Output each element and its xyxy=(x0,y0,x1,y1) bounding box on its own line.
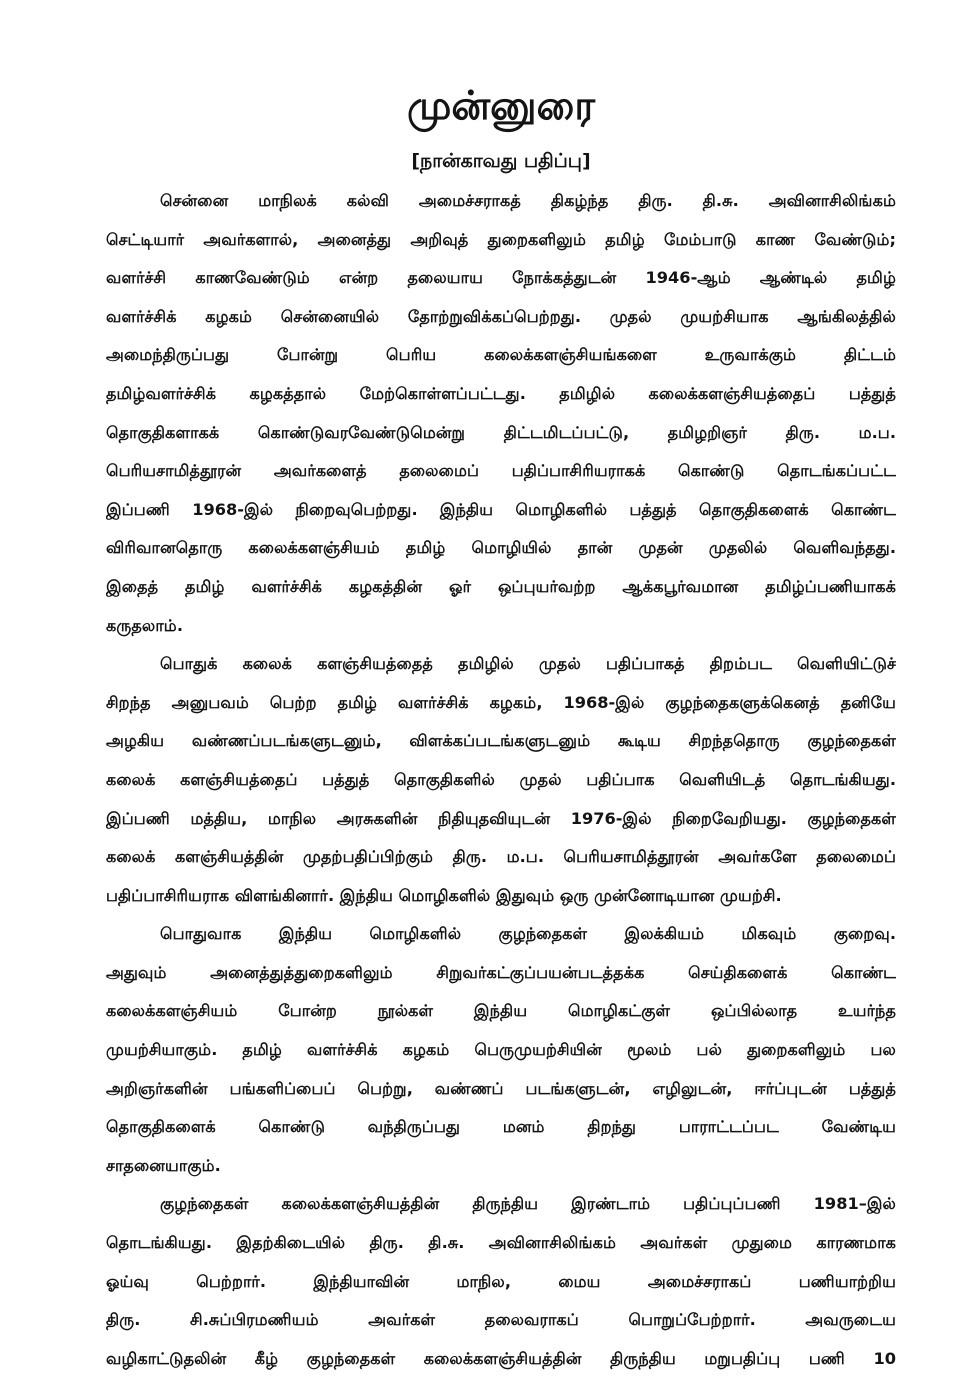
paragraph-line: கலைக்களஞ்சியம் போன்ற நூல்கள் இந்திய மொழிகட்குள் ஒப்பில்லாத உயர்ந்த xyxy=(106,1001,896,1021)
paragraph-line: அறிஞர்களின் பங்களிப்பைப் பெற்று, வண்ணப் படங்களுடன், எழிலுடன், ஈர்ப்புடன் பத்துத் xyxy=(106,1078,896,1098)
paragraph-line: சென்னை மாநிலக் கல்வி அமைச்சராகத் திகழ்ந்த திரு. தி.சு. அவினாசிலிங்கம் xyxy=(160,191,896,210)
paragraph-line: இப்பணி 1968-இல் நிறைவுபெற்றது. இந்திய மொழிகளில் பத்துத் தொகுதிகளைக் கொண்ட xyxy=(106,499,896,519)
paragraph-line: செட்டியார் அவர்களால், அனைத்து அறிவுத் துறைகளிலும் தமிழ் மேம்பாடு காண வேண்டும்; xyxy=(106,229,896,249)
paragraph-line: குழந்தைகள் கலைக்களஞ்சியத்தின் திருந்திய இரண்டாம் பதிப்புப்பணி 1981–இல் xyxy=(160,1194,896,1214)
paragraph-line: திரு. சி.சுப்பிரமணியம் அவர்கள் தலைவராகப் பொறுப்பேற்றார். அவருடைய xyxy=(106,1310,896,1330)
paragraph-line: வளர்ச்சி காணவேண்டும் என்ற தலையாய நோக்கத்துடன் 1946-ஆம் ஆண்டில் தமிழ் xyxy=(106,268,896,288)
paragraph-line: தொடங்கியது. இதற்கிடையில் திரு. தி.சு. அவினாசிலிங்கம் அவர்கள் முதுமை காரணமாக xyxy=(106,1233,896,1253)
paragraph-line: இப்பணி மத்திய, மாநில அரசுகளின் நிதியுதவியுடன் 1976-இல் நிறைவேறியது. குழந்தைகள் xyxy=(106,808,896,828)
paragraph xyxy=(106,915,896,1185)
paragraph-line: அதுவும் அனைத்துத்துறைகளிலும் சிறுவர்கட்குப்பயன்படத்தக்க செய்திகளைக் கொண்ட xyxy=(106,962,896,982)
body-text xyxy=(106,182,896,1378)
paragraph-line: கலைக் களஞ்சியத்தைப் பத்துத் தொகுதிகளில் முதல் பதிப்பாக வெளியிடத் தொடங்கியது. xyxy=(106,769,896,789)
paragraph-line: பொதுக் கலைக் களஞ்சியத்தைத் தமிழில் முதல் பதிப்பாகத் திறம்பட வெளியிட்டுச் xyxy=(160,654,896,674)
paragraph-line: தொகுதிகளாகக் கொண்டுவரவேண்டுமென்று திட்டமிடப்பட்டு, தமிழறிஞர் திரு. ம.ப. xyxy=(106,422,896,442)
paragraph-line: தொகுதிகளைக் கொண்டு வந்திருப்பது மனம் திறந்து பாராட்டப்பட வேண்டிய xyxy=(106,1117,896,1137)
paragraph-line: சாதனையாகும். xyxy=(106,1155,221,1175)
paragraph-line: அமைந்திருப்பது போன்று பெரிய கலைக்களஞ்சியங்களை உருவாக்கும் திட்டம் xyxy=(106,345,896,365)
paragraph-line: விரிவானதொரு கலைக்களஞ்சியம் தமிழ் மொழியில் தான் முதன் முதலில் வெளிவந்தது. xyxy=(106,538,896,558)
paragraph-line: பெரியசாமித்தூரன் அவர்களைத் தலைமைப் பதிப்பாசிரியராகக் கொண்டு தொடங்கப்பட்ட xyxy=(106,461,896,481)
paragraph-line: இதைத் தமிழ் வளர்ச்சிக் கழகத்தின் ஓர் ஒப்புயர்வற்ற ஆக்கபூர்வமான தமிழ்ப்பணியாகக் xyxy=(106,576,896,596)
paragraph-line: அழகிய வண்ணப்படங்களுடனும், விளக்கப்படங்களுடனும் கூடிய சிறந்ததொரு குழந்தைகள் xyxy=(106,731,896,751)
paragraph-line: முயற்சியாகும். தமிழ் வளர்ச்சிக் கழகம் பெருமுயற்சியின் மூலம் பல் துறைகளிலும் பல xyxy=(106,1040,896,1060)
paragraph-line: வழிகாட்டுதலின் கீழ் குழந்தைகள் கலைக்களஞ்சியத்தின் திருந்திய மறுபதிப்பு பணி 10 xyxy=(106,1348,896,1368)
paragraph xyxy=(106,182,896,645)
edition-subtitle: [நான்காவது பதிப்பு] xyxy=(411,150,591,172)
paragraph xyxy=(106,645,896,915)
paragraph-line: ஓய்வு பெற்றார். இந்தியாவின் மாநில, மைய அமைச்சராகப் பணியாற்றிய xyxy=(106,1271,896,1291)
paragraph-line: தமிழ்வளர்ச்சிக் கழகத்தால் மேற்கொள்ளப்பட்டது. தமிழில் கலைக்களஞ்சியத்தைப் பத்துத் xyxy=(106,383,896,403)
document-page xyxy=(106,82,896,1378)
paragraph xyxy=(106,1185,896,1378)
paragraph-line: வளர்ச்சிக் கழகம் சென்னையில் தோற்றுவிக்கப்பெற்றது. முதல் முயற்சியாக ஆங்கிலத்தில் xyxy=(106,306,896,326)
paragraph-line: பொதுவாக இந்திய மொழிகளில் குழந்தைகள் இலக்கியம் மிகவும் குறைவு. xyxy=(160,924,896,944)
paragraph-line: பதிப்பாசிரியராக விளங்கினார். இந்திய மொழிகளில் இதுவும் ஒரு முன்னோடியான முயற்சி. xyxy=(106,885,782,905)
paragraph-line: கலைக் களஞ்சியத்தின் முதற்பதிப்பிற்கும் திரு. ம.ப. பெரியசாமித்தூரன் அவர்களே தலைமைப் xyxy=(106,847,896,867)
paragraph-line: சிறந்த அனுபவம் பெற்ற தமிழ் வளர்ச்சிக் கழகம், 1968-இல் குழந்தைகளுக்கெனத் தனியே xyxy=(106,692,896,712)
paragraph-line: கருதலாம். xyxy=(106,615,183,635)
page-title: முன்னுரை xyxy=(406,83,596,129)
